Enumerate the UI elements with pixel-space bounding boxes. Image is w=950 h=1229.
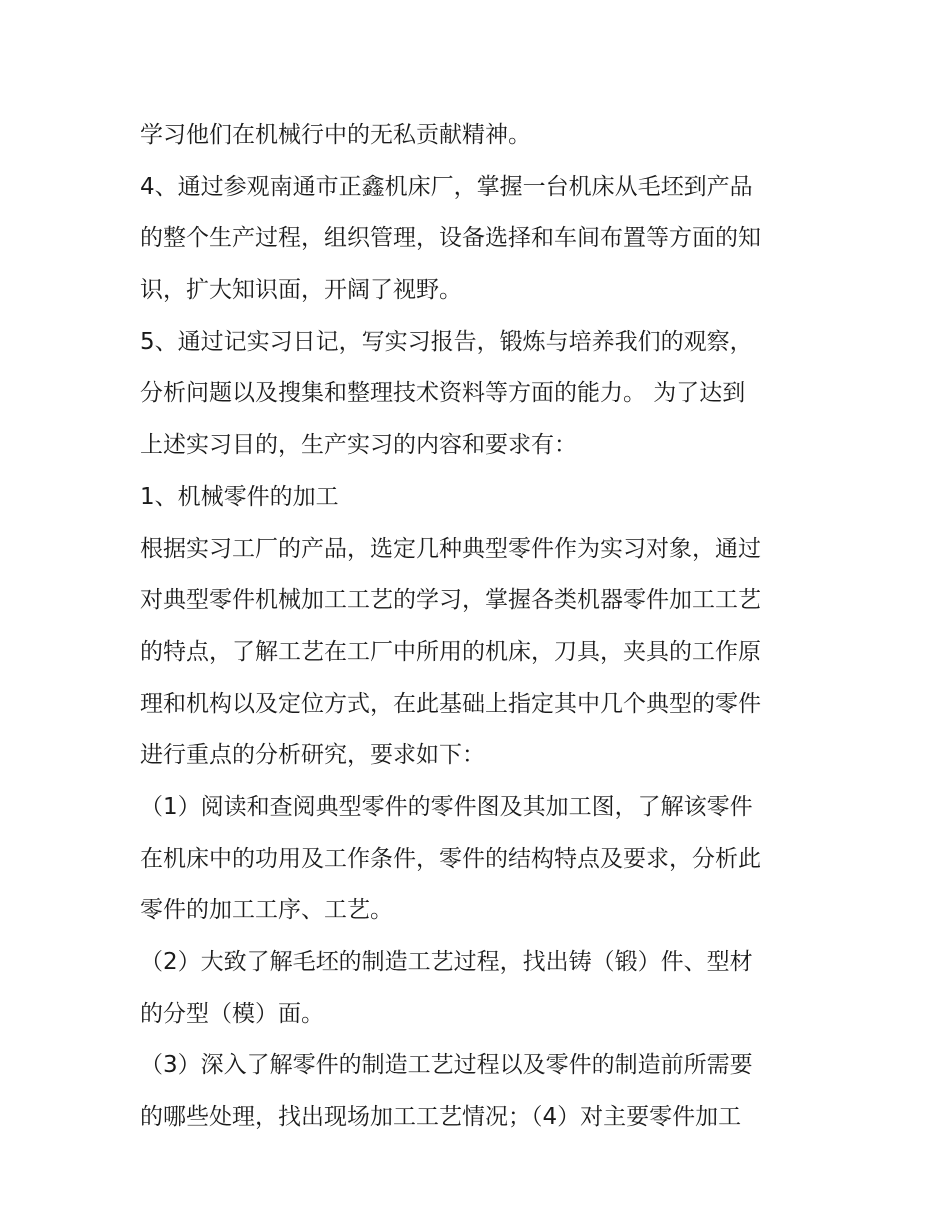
text-line: 的分型（模）面。 bbox=[140, 1000, 324, 1027]
list-item-line: （1）阅读和查阅典型零件的零件图及其加工图，了解该零件 bbox=[140, 793, 753, 820]
text-line: 学习他们在机械行中的无私贡献精神。 bbox=[140, 122, 531, 148]
text-line: 的哪些处理，找出现场加工工艺情况；（4）对主要零件加工 bbox=[140, 1104, 742, 1131]
body-text bbox=[140, 110, 820, 1144]
text-line: 上述实习目的，生产实习的内容和要求有： bbox=[140, 432, 577, 459]
text-line: 在机床中的功用及工作条件，零件的结构特点及要求，分析此 bbox=[140, 845, 761, 872]
text-line: 识，扩大知识面，开阔了视野。 bbox=[140, 277, 462, 304]
text-line: 4、通过参观南通市正鑫机床厂，掌握一台机床从毛坯到产品 bbox=[140, 173, 753, 200]
list-item-line: （2）大致了解毛坯的制造工艺过程，找出铸（锻）件、型材 bbox=[140, 949, 753, 975]
text-line: 零件的加工工序、工艺。 bbox=[140, 897, 393, 924]
text-line: 分析问题以及搜集和整理技术资料等方面的能力。 为了达到 bbox=[140, 380, 746, 407]
text-line: 对典型零件机械加工工艺的学习，掌握各类机器零件加工工艺 bbox=[140, 587, 761, 614]
text-line: 理和机构以及定位方式，在此基础上指定其中几个典型的零件 bbox=[140, 690, 761, 717]
text-line: 的特点，了解工艺在工厂中所用的机床，刀具，夹具的工作原 bbox=[140, 638, 761, 665]
section-heading: 1、机械零件的加工 bbox=[140, 483, 339, 510]
text-line: 进行重点的分析研究，要求如下： bbox=[140, 742, 485, 769]
text-line: 的整个生产过程，组织管理，设备选择和车间布置等方面的知 bbox=[140, 225, 761, 252]
text-line: 根据实习工厂的产品，选定几种典型零件作为实习对象，通过 bbox=[140, 535, 761, 562]
text-line: 5、通过记实习日记，写实习报告，锻炼与培养我们的观察， bbox=[140, 328, 753, 355]
list-item-line: （3）深入了解零件的制造工艺过程以及零件的制造前所需要 bbox=[140, 1052, 753, 1079]
